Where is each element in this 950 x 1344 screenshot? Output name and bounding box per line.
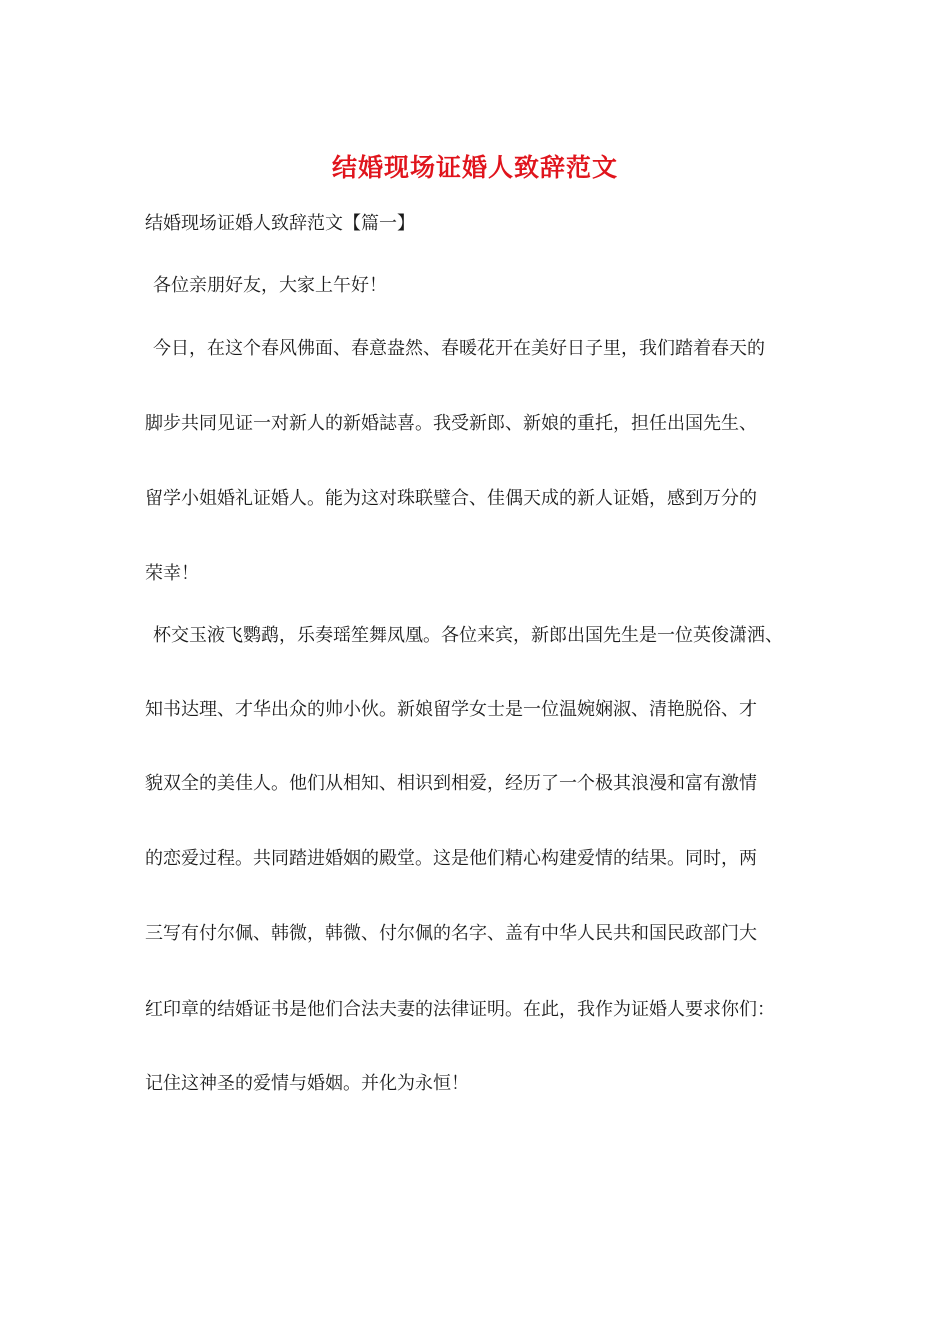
document-title: 结婚现场证婚人致辞范文 [331, 153, 618, 182]
paragraph-line: 留学小姐婚礼证婚人。能为这对珠联璧合、佳偶天成的新人证婚，感到万分的 [145, 488, 757, 509]
paragraph-line: 貌双全的美佳人。他们从相知、相识到相爱，经历了一个极其浪漫和富有激情 [145, 773, 757, 794]
paragraph-line: 的恋爱过程。共同踏进婚姻的殿堂。这是他们精心构建爱情的结果。同时，两 [145, 848, 757, 869]
paragraph-line: 荣幸！ [145, 563, 199, 584]
paragraph-line: 记住这神圣的爱情与婚姻。并化为永恒！ [145, 1073, 469, 1094]
paragraph-line: 脚步共同见证一对新人的新婚誌喜。我受新郎、新娘的重托，担任出国先生、 [145, 413, 757, 434]
paragraph-line: 红印章的结婚证书是他们合法夫妻的法律证明。在此，我作为证婚人要求你们： [145, 999, 775, 1020]
paragraph-line: 今日，在这个春风佛面、春意盎然、春暖花开在美好日子里，我们踏着春天的 [153, 338, 765, 359]
paragraph-line: 各位亲朋好友，大家上午好！ [153, 275, 387, 296]
section-heading: 结婚现场证婚人致辞范文【篇一】 [145, 213, 415, 234]
paragraph-line: 知书达理、才华出众的帅小伙。新娘留学女士是一位温婉娴淑、清艳脱俗、才 [145, 699, 757, 720]
paragraph-line: 三写有付尔佩、韩微，韩微、付尔佩的名字、盖有中华人民共和国民政部门大 [145, 923, 757, 944]
paragraph-line: 杯交玉液飞鹦鹉，乐奏瑶笙舞凤凰。各位来宾，新郎出国先生是一位英俊潇洒、 [153, 625, 783, 646]
